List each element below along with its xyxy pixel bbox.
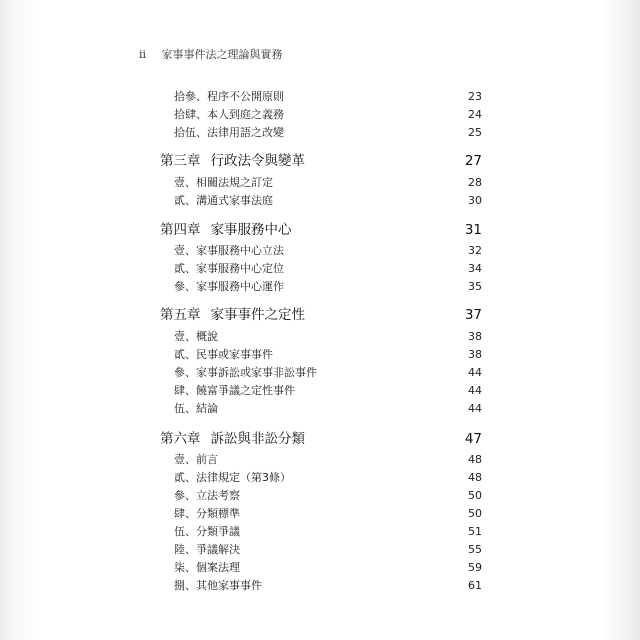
section-title: 參、家事訴訟或家事非訟事件 (174, 366, 317, 379)
toc-chapter-entry (0, 152, 640, 170)
section-title: 壹、相關法規之訂定 (174, 176, 273, 189)
page-number: 48 (468, 471, 482, 484)
chapter-label: 第三章 (160, 153, 201, 169)
chapter-label: 第五章 (160, 307, 201, 323)
section-title: 伍、結論 (174, 402, 218, 415)
section-title: 柒、個案法理 (174, 561, 240, 574)
chapter-title: 家事服務中心 (210, 222, 292, 238)
chapter-heading (160, 306, 305, 324)
page-number: 50 (468, 489, 482, 502)
page-number: 59 (468, 561, 482, 574)
section-title: 貳、家事服務中心定位 (174, 262, 284, 275)
book-title: 家事事件法之理論與實務 (161, 48, 283, 61)
toc-section-entry (0, 541, 640, 559)
toc-section-entry (0, 451, 640, 469)
toc-chapter-entry (0, 430, 640, 448)
toc-section-entry (0, 523, 640, 541)
page-number: 37 (464, 307, 482, 323)
toc-section-entry (0, 400, 640, 418)
toc-section-entry (0, 88, 640, 106)
page-number: 34 (468, 262, 482, 275)
chapter-title: 訴訟與非訟分類 (210, 431, 305, 447)
section-title: 貳、溝通式家事法庭 (174, 194, 273, 207)
toc-section-entry (0, 124, 640, 142)
section-title: 貳、法律規定（第3條） (174, 471, 291, 484)
section-title: 肆、饒富爭議之定性事件 (174, 384, 295, 397)
page-number: 32 (468, 244, 482, 257)
page-number: 61 (468, 579, 482, 592)
chapter-label: 第六章 (160, 431, 201, 447)
page-number: 38 (468, 330, 482, 343)
toc-section-entry (0, 192, 640, 210)
section-title: 貳、民事或家事事件 (174, 348, 273, 361)
toc-section-entry (0, 260, 640, 278)
chapter-heading (160, 152, 305, 170)
section-title: 肆、分類標準 (174, 507, 240, 520)
section-title: 拾伍、法律用語之改變 (174, 126, 284, 139)
section-title: 壹、前言 (174, 453, 218, 466)
section-title: 拾參、程序不公開原則 (174, 90, 284, 103)
section-title: 捌、其他家事事件 (174, 579, 262, 592)
chapter-title: 行政法令與變革 (210, 153, 305, 169)
section-title: 拾肆、本人到庭之義務 (174, 108, 284, 121)
chapter-title: 家事事件之定性 (210, 307, 305, 323)
page-number: 51 (468, 525, 482, 538)
toc-section-entry (0, 487, 640, 505)
toc-section-entry (0, 577, 640, 595)
chapter-label: 第四章 (160, 222, 201, 238)
page-number: 30 (468, 194, 482, 207)
toc-section-entry (0, 364, 640, 382)
page-number: 44 (468, 402, 482, 415)
page-number: 23 (468, 90, 482, 103)
page-number: 47 (464, 431, 482, 447)
toc-section-entry (0, 382, 640, 400)
toc-section-entry (0, 106, 640, 124)
page-number: 31 (464, 222, 482, 238)
toc-section-entry (0, 242, 640, 260)
toc-section-entry (0, 469, 640, 487)
toc-section-entry (0, 278, 640, 296)
toc-section-entry (0, 559, 640, 577)
page-number: 25 (468, 126, 482, 139)
toc-section-entry (0, 328, 640, 346)
toc-section-entry (0, 174, 640, 192)
toc-section-entry (0, 505, 640, 523)
section-title: 壹、概說 (174, 330, 218, 343)
section-title: 壹、家事服務中心立法 (174, 244, 284, 257)
page-number: 44 (468, 384, 482, 397)
chapter-heading (160, 221, 292, 239)
page-number: 55 (468, 543, 482, 556)
section-title: 伍、分類爭議 (174, 525, 240, 538)
page-number: 50 (468, 507, 482, 520)
page-folio: ii (139, 48, 147, 61)
toc-chapter-entry (0, 221, 640, 239)
page-number: 28 (468, 176, 482, 189)
page-number: 48 (468, 453, 482, 466)
section-title: 陸、爭議解決 (174, 543, 240, 556)
page-number: 35 (468, 280, 482, 293)
page-number: 27 (464, 153, 482, 169)
page-number: 44 (468, 366, 482, 379)
toc-chapter-entry (0, 306, 640, 324)
section-title: 參、家事服務中心運作 (174, 280, 284, 293)
page-number: 38 (468, 348, 482, 361)
section-title: 參、立法考察 (174, 489, 240, 502)
page-number: 24 (468, 108, 482, 121)
toc-section-entry (0, 346, 640, 364)
chapter-heading (160, 430, 305, 448)
